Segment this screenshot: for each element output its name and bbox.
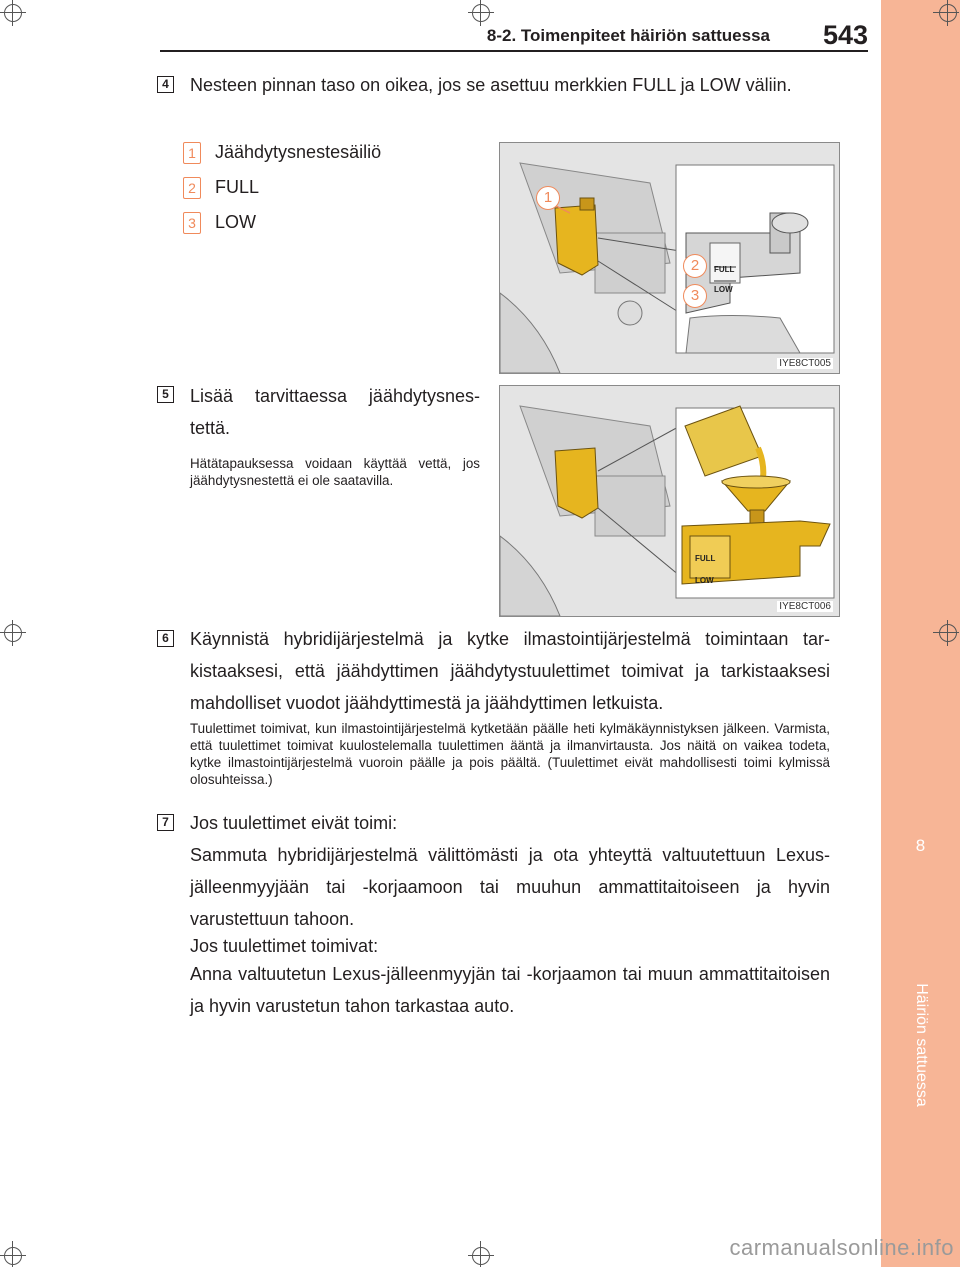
chapter-title: Häiriön sattuessa — [913, 983, 930, 1107]
callout-2: 2 — [683, 254, 707, 278]
legend-1-number: 1 — [183, 142, 201, 164]
engine-bay-illustration — [500, 143, 839, 373]
legend-3-label: LOW — [215, 212, 257, 232]
step-5-marker: 5 — [157, 386, 174, 403]
coolant-pouring-illustration — [500, 386, 839, 616]
low-mark-label-2: LOW — [695, 576, 714, 585]
step-6-note: Tuulettimet toimivat, kun ilmastointijärjestelmä kytketään päälle heti kylmäkäynnistyksen jälkeen. Varmista, että tuulettimet toimivat kuulostelemalla tuulettimen ääntä ja ilmanvirtausta. Jos näitä on vaikea todeta, kytke ilmastointijärjestelmä vuoroin päälle ja pois päältä. (Tuulettimet eivät mahdollisesti toimi kylmissä olosuhteissa.) — [190, 721, 830, 787]
watermark: carmanualsonline.info — [729, 1235, 954, 1260]
header-rule — [160, 50, 868, 52]
step-4-text: Nesteen pinnan taso on oikea, jos se asettuu merkkien FULL ja LOW väliin. — [190, 75, 792, 95]
step-7-marker: 7 — [157, 814, 174, 831]
add-coolant-figure — [499, 385, 840, 617]
step-6-marker: 6 — [157, 630, 174, 647]
legend-2-number: 2 — [183, 177, 201, 199]
step-7-text-2: Anna valtuutetun Lexus-jälleenmyyjän tai -korjaamon tai muun ammattitaitoisen ja hyvin varustetun tahon tarkastaa auto. — [190, 964, 830, 1016]
figure-code-2: IYE8CT006 — [779, 601, 831, 612]
full-mark-label: FULL — [714, 265, 735, 274]
figure-code: IYE8CT005 — [779, 358, 831, 369]
step-4-marker: 4 — [157, 76, 174, 93]
legend-1-label: Jäähdytysnestesäiliö — [215, 142, 382, 162]
callout-3: 3 — [683, 284, 707, 308]
full-mark-label-2: FULL — [695, 554, 716, 563]
step-6-text: Käynnistä hybridijärjestelmä ja kytke ilmastointijärjestelmä toimintaan tarkistaaksesi, että jäähdyttimen jäähdytystuulettimet toimivat ja tarkistaaksesi mahdolliset vuodot jäähdyttimestä ja jäähdyttimen letkuista. — [190, 629, 830, 713]
step-7-heading-1: Jos tuulettimet eivät toimi: — [190, 813, 398, 833]
page-number: 543 — [822, 20, 868, 50]
step-5-text: Lisää tarvittaessa jäähdytysnestettä. — [190, 386, 480, 438]
step-7-text-1: Sammuta hybridijärjestelmä välittömästi ja ota yhteyttä valtuutettuun Lexus-jälleenmyyjään tai -korjaamoon tai muuhun ammattitaitoiseen ja hyvin varustettuun tahoon. — [190, 845, 830, 929]
legend-3-number: 3 — [183, 212, 201, 234]
low-mark-label: LOW — [714, 285, 733, 294]
coolant-reservoir-figure — [499, 142, 840, 374]
step-7-heading-2: Jos tuulettimet toimivat: — [190, 936, 379, 956]
chapter-number: 8 — [915, 836, 926, 855]
legend-2-label: FULL — [215, 177, 260, 197]
callout-1: 1 — [536, 186, 560, 210]
step-5-note: Hätätapauksessa voidaan käyttää vettä, jos jäähdytysnestettä ei ole saatavilla. — [190, 456, 480, 488]
section-title: 8-2. Toimenpiteet häiriön sattuessa — [486, 26, 770, 45]
